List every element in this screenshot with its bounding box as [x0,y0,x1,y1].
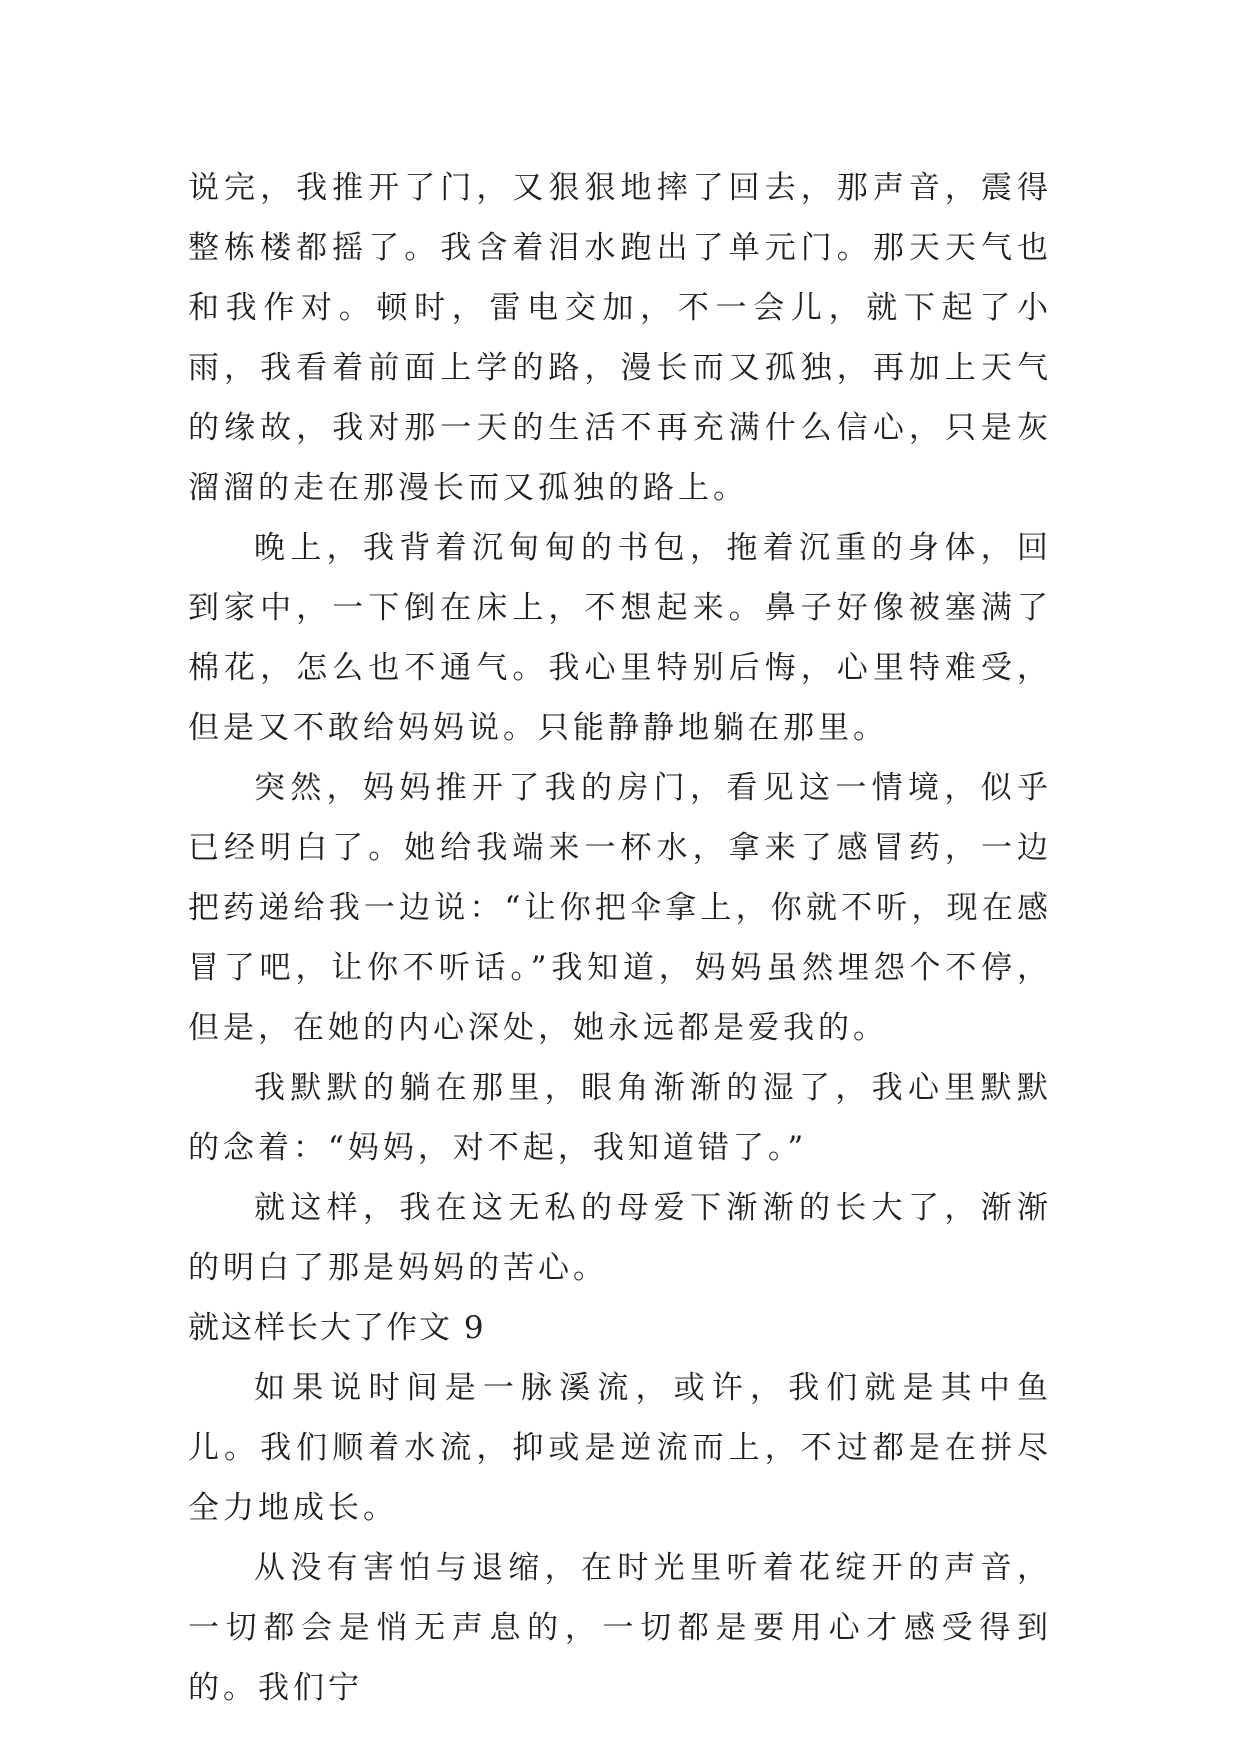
document-body [188,158,1052,1718]
paragraph-2: 晚上，我背着沉甸甸的书包，拖着沉重的身体，回到家中，一下倒在床上，不想起来。鼻子好像被塞满了棉花，怎么也不通气。我心里特别后悔，心里特难受，但是又不敢给妈妈说。只能静静地躺在那里。 [188,530,1052,746]
paragraph-5: 就这样，我在这无私的母爱下渐渐的长大了，渐渐的明白了那是妈妈的苦心。 [188,1190,1052,1286]
paragraph-7: 从没有害怕与退缩，在时光里听着花绽开的声音，一切都会是悄无声息的，一切都是要用心才感受得到的。我们宁 [188,1550,1052,1706]
section-title: 就这样长大了作文 9 [188,1310,486,1346]
paragraph-3: 突然，妈妈推开了我的房门，看见这一情境，似乎已经明白了。她给我端来一杯水，拿来了感冒药，一边把药递给我一边说：“让你把伞拿上，你就不听，现在感冒了吧，让你不听话。”我知道，妈妈虽然埋怨个不停，但是，在她的内心深处，她永远都是爱我的。 [188,770,1052,1046]
paragraph-6: 如果说时间是一脉溪流，或许，我们就是其中鱼儿。我们顺着水流，抑或是逆流而上，不过都是在拼尽全力地成长。 [188,1370,1052,1526]
paragraph-4: 我默默的躺在那里，眼角渐渐的湿了，我心里默默的念着：“妈妈，对不起，我知道错了。” [188,1070,1052,1166]
paragraph-1: 说完，我推开了门，又狠狠地摔了回去，那声音，震得整栋楼都摇了。我含着泪水跑出了单元门。那天天气也和我作对。顿时，雷电交加，不一会儿，就下起了小雨，我看着前面上学的路，漫长而又孤独，再加上天气的缘故，我对那一天的生活不再充满什么信心，只是灰溜溜的走在那漫长而又孤独的路上。 [188,170,1052,506]
